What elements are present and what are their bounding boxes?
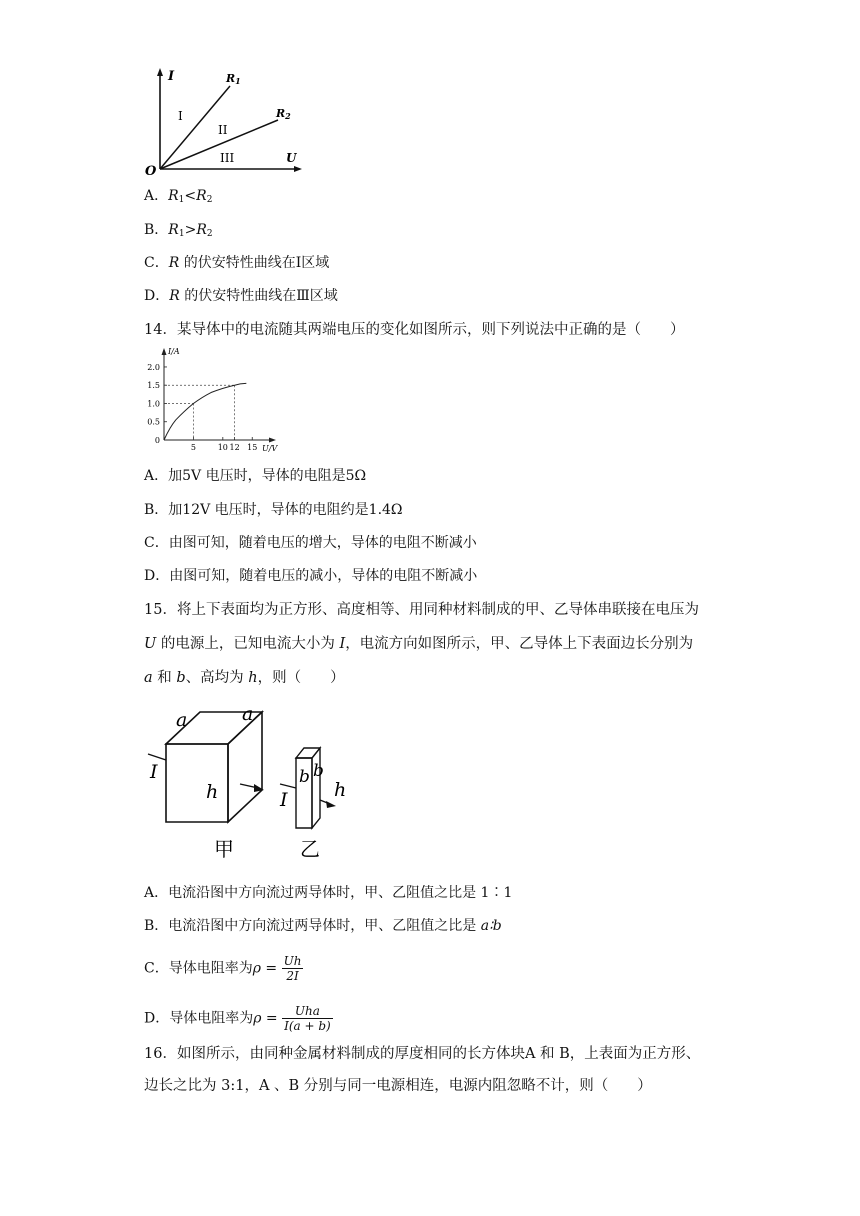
origin-label: O	[145, 164, 157, 179]
q14-option-d[interactable]: D．由图可知，随着电压的减小，导体的电阻不断减小	[144, 568, 478, 584]
origin-label: 0	[154, 436, 160, 445]
y-axis-label: I/A	[168, 348, 180, 356]
q14-option-b[interactable]: B．加12V 电压时，导体的电阻约是1.4Ω	[144, 502, 403, 518]
q13-option-b[interactable]: B．$R_1>R_2$	[144, 222, 213, 239]
iu-regions-figure	[140, 64, 310, 180]
y-tick-label: 0.5	[147, 417, 160, 427]
iu-curve-chart	[140, 348, 280, 456]
label-a-left: a	[176, 709, 188, 731]
fraction-c: $\frac{Uh}{2I}$	[283, 954, 302, 983]
label-h-prism: h	[334, 779, 347, 801]
q15-option-d[interactable]: D．导体电阻率为ρ = $\frac{\text{Uha}}{I(a + b)}$	[144, 1004, 331, 1033]
q14-stem: 14．某导体中的电流随其两端电压的变化如图所示，则下列说法中正确的是（ ）	[144, 322, 685, 338]
r2-label: R2	[276, 107, 291, 121]
q15-option-c[interactable]: C．导体电阻率为ρ = $\frac{Uh}{2I}$	[144, 954, 302, 983]
axis-x-label: U	[286, 151, 297, 165]
q15-option-a[interactable]: A．电流沿图中方向流过两导体时，甲、乙阻值之比是 1∶1	[144, 885, 513, 901]
conductors-figure	[140, 704, 380, 864]
q15-stem-line2: U 的电源上，已知电流大小为 I，电流方向如图所示，甲、乙导体上下表面边长分别为	[144, 636, 694, 652]
prism-yi	[296, 748, 320, 828]
x-tick-label: 12	[229, 443, 240, 452]
q14-option-c[interactable]: C．由图可知，随着电压的增大，导体的电阻不断减小	[144, 535, 477, 551]
label-i-right: I	[280, 789, 288, 811]
label-yi: 乙	[300, 837, 320, 861]
label-b-side: b	[313, 761, 324, 781]
x-axis-label: U/V	[262, 444, 278, 453]
q15-stem-line3: a 和 b、高均为 h，则（ ）	[144, 670, 345, 686]
label-b-front: b	[299, 767, 310, 787]
q13-option-d[interactable]: D．R 的伏安特性曲线在Ⅲ区域	[144, 288, 338, 304]
y-axis-arrow	[162, 348, 167, 355]
label-h-cube: h	[206, 781, 219, 803]
q16-stem-line2: 边长之比为 3:1，A 、B 分别与同一电源相连，电源内阻忽略不计，则（ ）	[144, 1078, 652, 1094]
fraction-d: $\frac{\text{Uha}}{I(a + b)}$	[284, 1004, 331, 1033]
q14-option-a[interactable]: A．加5V 电压时，导体的电阻是5Ω	[144, 468, 367, 484]
region-2-label: II	[218, 123, 228, 137]
x-tick-label: 10	[217, 443, 228, 452]
y-tick-label: 2.0	[147, 362, 160, 372]
region-3-label: III	[220, 151, 235, 165]
q13-option-c[interactable]: C．R 的伏安特性曲线在Ⅰ区域	[144, 255, 330, 271]
q16-stem-line1: 16．如图所示，由同种金属材料制成的厚度相同的长方体块A 和 B，上表面为正方形、	[144, 1046, 701, 1062]
axis-y-label: I	[168, 69, 175, 84]
r1-label: R1	[226, 72, 241, 86]
y-tick-label: 1.0	[147, 399, 160, 409]
x-tick-label: 5	[190, 443, 196, 452]
iu-curve	[164, 383, 246, 440]
q15-stem-line1: 15．将上下表面均为正方形、高度相等、用同种材料制成的甲、乙导体串联接在电压为	[144, 602, 699, 618]
x-axis-arrow	[269, 438, 276, 443]
label-i-left: I	[150, 761, 158, 783]
q15-option-b[interactable]: B．电流沿图中方向流过两导体时，甲、乙阻值之比是 a∶b	[144, 918, 502, 934]
label-a-top: a	[242, 704, 254, 725]
label-jia: 甲	[214, 837, 234, 861]
x-tick-label: 15	[247, 443, 258, 452]
q13-option-a[interactable]: A．$R_1<R_2$	[144, 188, 213, 205]
y-tick-label: 1.5	[147, 381, 160, 391]
region-1-label: I	[178, 109, 183, 123]
